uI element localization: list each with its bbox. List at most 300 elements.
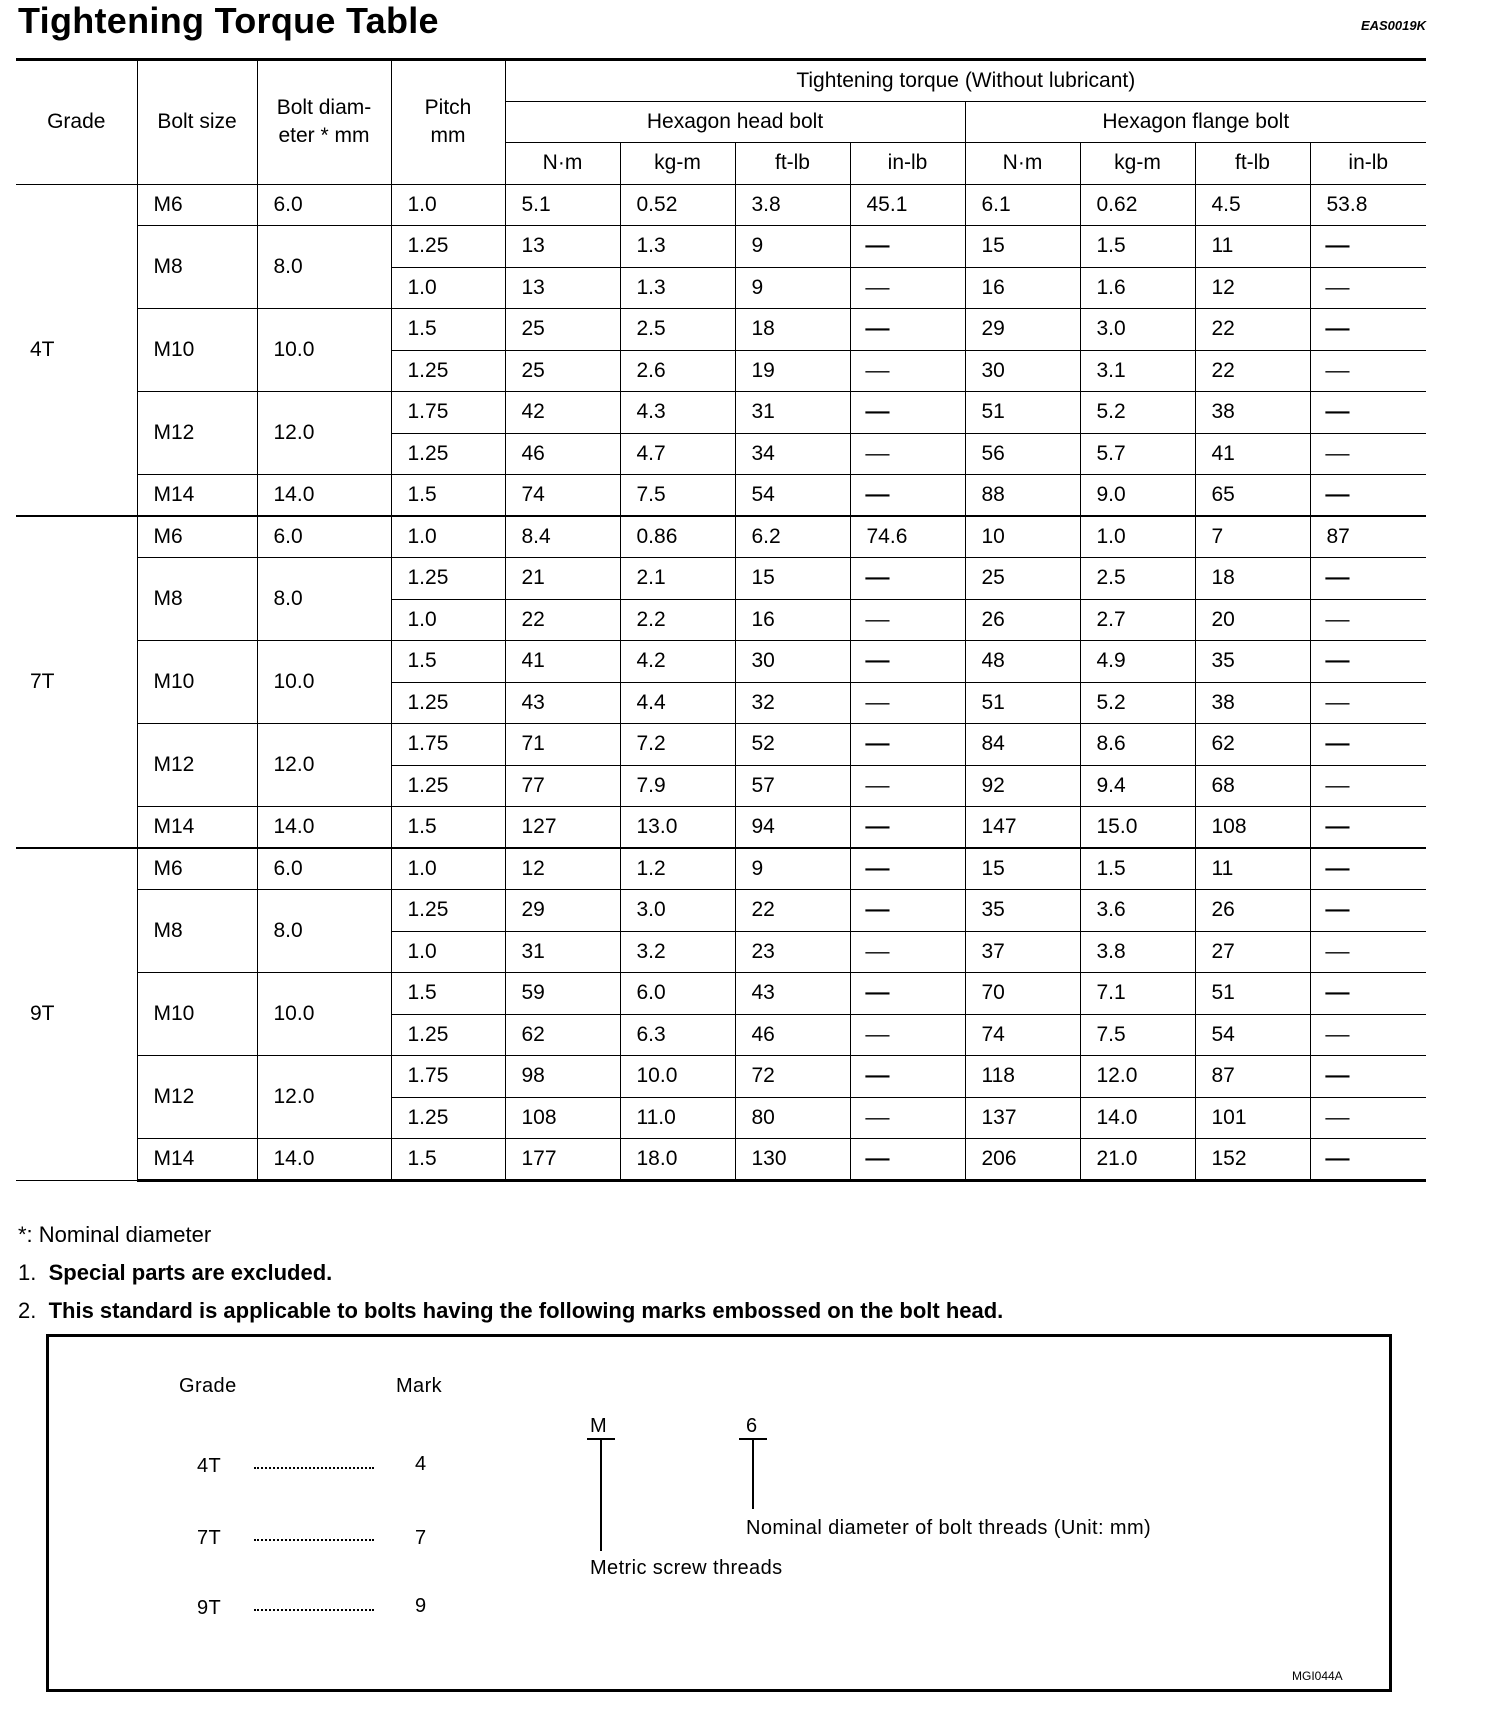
figure-grade-4t: 4T — [197, 1455, 222, 1477]
em-dash: — — [864, 898, 890, 922]
figure-metric-label: Metric screw threads — [590, 1557, 783, 1579]
torque-table — [16, 58, 1426, 1182]
bolt-marks-figure — [46, 1334, 1392, 1692]
pitch-cell: 1.0 — [391, 848, 505, 890]
em-dash: — — [1324, 857, 1350, 880]
pitch-cell: 1.25 — [391, 890, 505, 932]
torque-value-cell: 54 — [735, 475, 850, 517]
bolt-diameter-cell: 12.0 — [257, 724, 391, 807]
pitch-cell: 1.0 — [391, 599, 505, 641]
torque-value-cell: 41 — [1195, 433, 1310, 475]
torque-value-cell — [850, 848, 965, 890]
header-unit: in-lb — [850, 143, 965, 185]
header-bolt-diameter: Bolt diam-eter * mm — [257, 60, 391, 185]
bolt-size-cell: M10 — [137, 641, 257, 724]
table-row — [16, 558, 1426, 600]
torque-value-cell: 62 — [1195, 724, 1310, 766]
bolt-size-cell: M14 — [137, 807, 257, 849]
figure-mark-9: 9 — [415, 1595, 427, 1617]
header-unit: kg-m — [1080, 143, 1195, 185]
pitch-cell: 1.0 — [391, 267, 505, 309]
torque-value-cell: 4.2 — [620, 641, 735, 683]
torque-value-cell: 25 — [965, 558, 1080, 600]
pitch-cell: 1.0 — [391, 184, 505, 226]
torque-value-cell: 35 — [965, 890, 1080, 932]
em-dash: — — [864, 275, 890, 299]
figure-mark-header: Mark — [396, 1375, 443, 1397]
torque-value-cell: 45.1 — [850, 184, 965, 226]
torque-value-cell: 43 — [505, 682, 620, 724]
table-row — [16, 848, 1426, 890]
table-row — [16, 309, 1426, 351]
torque-value-cell — [850, 433, 965, 475]
torque-value-cell: 4.3 — [620, 392, 735, 434]
torque-value-cell: 57 — [735, 765, 850, 807]
em-dash: — — [1324, 1064, 1350, 1088]
pitch-cell: 1.25 — [391, 682, 505, 724]
figure-grade-9t: 9T — [197, 1597, 222, 1619]
header-bolt-size: Bolt size — [137, 60, 257, 185]
torque-value-cell: 19 — [735, 350, 850, 392]
torque-value-cell — [850, 599, 965, 641]
torque-value-cell: 11.0 — [620, 1097, 735, 1139]
table-row — [16, 392, 1426, 434]
torque-value-cell — [1310, 1056, 1426, 1098]
em-dash: — — [864, 815, 890, 838]
torque-value-cell: 10.0 — [620, 1056, 735, 1098]
torque-value-cell: 10 — [965, 516, 1080, 558]
bolt-size-cell: M10 — [137, 309, 257, 392]
torque-value-cell: 2.5 — [620, 309, 735, 351]
torque-value-cell: 0.86 — [620, 516, 735, 558]
torque-value-cell: 0.52 — [620, 184, 735, 226]
torque-value-cell: 25 — [505, 350, 620, 392]
header-hexagon-flange-bolt: Hexagon flange bolt — [965, 101, 1426, 143]
torque-value-cell: 16 — [965, 267, 1080, 309]
em-dash: — — [1324, 317, 1350, 341]
header-unit: ft-lb — [735, 143, 850, 185]
torque-value-cell: 71 — [505, 724, 620, 766]
note-2-text: This standard is applicable to bolts having the following marks embossed on the bolt head. — [48, 1298, 1004, 1323]
table-row — [16, 724, 1426, 766]
torque-value-cell: 6.2 — [735, 516, 850, 558]
torque-value-cell: 32 — [735, 682, 850, 724]
torque-value-cell: 13.0 — [620, 807, 735, 849]
torque-value-cell: 43 — [735, 973, 850, 1015]
table-row — [16, 226, 1426, 268]
pitch-cell: 1.25 — [391, 1014, 505, 1056]
header-unit: in-lb — [1310, 143, 1426, 185]
torque-value-cell: 87 — [1195, 1056, 1310, 1098]
torque-value-cell: 127 — [505, 807, 620, 849]
torque-value-cell: 29 — [505, 890, 620, 932]
table-row — [16, 1056, 1426, 1098]
bolt-diameter-cell: 14.0 — [257, 1139, 391, 1181]
header-unit: N·m — [965, 143, 1080, 185]
bolt-diameter-cell: 12.0 — [257, 392, 391, 475]
figure-code: MGI044A — [1292, 1669, 1343, 1683]
torque-value-cell — [1310, 1097, 1426, 1139]
torque-value-cell: 101 — [1195, 1097, 1310, 1139]
torque-value-cell: 130 — [735, 1139, 850, 1181]
torque-value-cell — [1310, 890, 1426, 932]
torque-value-cell: 51 — [965, 392, 1080, 434]
table-row — [16, 890, 1426, 932]
pitch-cell: 1.25 — [391, 433, 505, 475]
torque-value-cell — [850, 226, 965, 268]
em-dash: — — [1324, 690, 1350, 714]
em-dash: — — [864, 857, 890, 880]
pitch-cell: 1.0 — [391, 931, 505, 973]
pitch-cell: 1.5 — [391, 309, 505, 351]
figure-mark-4: 4 — [415, 1453, 427, 1475]
header-unit: N·m — [505, 143, 620, 185]
torque-value-cell: 26 — [1195, 890, 1310, 932]
torque-value-cell: 6.3 — [620, 1014, 735, 1056]
torque-value-cell — [850, 267, 965, 309]
bolt-diameter-cell: 14.0 — [257, 475, 391, 517]
torque-value-cell: 34 — [735, 433, 850, 475]
torque-value-cell: 98 — [505, 1056, 620, 1098]
torque-value-cell: 152 — [1195, 1139, 1310, 1181]
torque-value-cell — [850, 931, 965, 973]
torque-value-cell: 137 — [965, 1097, 1080, 1139]
torque-value-cell: 4.7 — [620, 433, 735, 475]
torque-value-cell: 52 — [735, 724, 850, 766]
torque-value-cell: 5.2 — [1080, 392, 1195, 434]
torque-value-cell — [850, 807, 965, 849]
torque-value-cell: 65 — [1195, 475, 1310, 517]
note-1-number: 1. — [18, 1260, 37, 1285]
torque-value-cell: 108 — [1195, 807, 1310, 849]
torque-value-cell: 7.2 — [620, 724, 735, 766]
bolt-size-cell: M8 — [137, 226, 257, 309]
torque-value-cell — [1310, 848, 1426, 890]
torque-value-cell: 72 — [735, 1056, 850, 1098]
bolt-size-cell: M6 — [137, 848, 257, 890]
torque-value-cell: 22 — [735, 890, 850, 932]
torque-value-cell: 46 — [505, 433, 620, 475]
pitch-cell: 1.75 — [391, 724, 505, 766]
torque-value-cell: 3.0 — [1080, 309, 1195, 351]
torque-value-cell: 38 — [1195, 682, 1310, 724]
torque-value-cell: 6.0 — [620, 973, 735, 1015]
note-2 — [18, 1298, 1003, 1324]
torque-value-cell: 7.5 — [620, 475, 735, 517]
torque-value-cell: 22 — [1195, 350, 1310, 392]
torque-value-cell: 7.9 — [620, 765, 735, 807]
bolt-diameter-cell: 8.0 — [257, 226, 391, 309]
em-dash: — — [864, 1146, 890, 1170]
figure-dotted-leader — [254, 1467, 374, 1469]
torque-value-cell: 1.0 — [1080, 516, 1195, 558]
torque-value-cell: 7.1 — [1080, 973, 1195, 1015]
torque-value-cell: 31 — [505, 931, 620, 973]
torque-value-cell: 12 — [1195, 267, 1310, 309]
torque-value-cell: 0.62 — [1080, 184, 1195, 226]
bolt-diameter-cell: 10.0 — [257, 309, 391, 392]
torque-value-cell: 13 — [505, 267, 620, 309]
footnote-nominal-diameter: *: Nominal diameter — [18, 1222, 212, 1247]
figure-letter-m: M — [590, 1415, 608, 1437]
pitch-cell: 1.5 — [391, 973, 505, 1015]
bolt-size-cell: M6 — [137, 184, 257, 226]
figure-dotted-leader — [254, 1539, 374, 1541]
torque-value-cell: 15.0 — [1080, 807, 1195, 849]
bolt-diameter-cell: 14.0 — [257, 807, 391, 849]
torque-value-cell: 37 — [965, 931, 1080, 973]
em-dash: — — [864, 358, 890, 382]
torque-value-cell: 8.6 — [1080, 724, 1195, 766]
bolt-size-cell: M14 — [137, 475, 257, 517]
torque-value-cell: 2.1 — [620, 558, 735, 600]
torque-value-cell: 46 — [735, 1014, 850, 1056]
torque-value-cell — [1310, 682, 1426, 724]
figure-digit-6: 6 — [746, 1415, 758, 1437]
torque-value-cell: 5.2 — [1080, 682, 1195, 724]
torque-value-cell: 59 — [505, 973, 620, 1015]
torque-value-cell: 77 — [505, 765, 620, 807]
torque-value-cell: 84 — [965, 724, 1080, 766]
torque-value-cell — [850, 973, 965, 1015]
document-code: EAS0019K — [1360, 18, 1426, 33]
torque-value-cell: 3.1 — [1080, 350, 1195, 392]
torque-value-cell: 1.2 — [620, 848, 735, 890]
em-dash: — — [1324, 1022, 1350, 1046]
torque-value-cell: 9.4 — [1080, 765, 1195, 807]
table-row — [16, 516, 1426, 558]
torque-value-cell: 20 — [1195, 599, 1310, 641]
pitch-cell: 1.5 — [391, 641, 505, 683]
torque-value-cell — [1310, 807, 1426, 849]
torque-value-cell: 23 — [735, 931, 850, 973]
torque-value-cell: 48 — [965, 641, 1080, 683]
bolt-diameter-cell: 10.0 — [257, 973, 391, 1056]
torque-value-cell: 12.0 — [1080, 1056, 1195, 1098]
torque-value-cell: 51 — [965, 682, 1080, 724]
header-grade: Grade — [16, 60, 137, 185]
em-dash: — — [864, 1105, 890, 1129]
torque-value-cell: 87 — [1310, 516, 1426, 558]
bolt-size-cell: M8 — [137, 890, 257, 973]
em-dash: — — [1324, 981, 1350, 1005]
em-dash: — — [864, 773, 890, 797]
figure-dotted-leader — [254, 1609, 374, 1611]
em-dash: — — [1324, 566, 1350, 590]
bolt-size-cell: M8 — [137, 558, 257, 641]
em-dash: — — [1324, 400, 1350, 424]
figure-grade-header: Grade — [179, 1375, 237, 1397]
torque-value-cell: 18 — [735, 309, 850, 351]
torque-value-cell: 62 — [505, 1014, 620, 1056]
torque-value-cell: 30 — [735, 641, 850, 683]
grade-cell: 4T — [16, 184, 137, 516]
em-dash: — — [864, 1064, 890, 1088]
grade-cell: 9T — [16, 848, 137, 1180]
torque-value-cell: 9 — [735, 267, 850, 309]
bolt-diameter-cell: 6.0 — [257, 848, 391, 890]
torque-value-cell: 177 — [505, 1139, 620, 1181]
torque-value-cell — [1310, 931, 1426, 973]
torque-value-cell: 27 — [1195, 931, 1310, 973]
torque-value-cell: 22 — [1195, 309, 1310, 351]
torque-value-cell: 14.0 — [1080, 1097, 1195, 1139]
torque-value-cell: 88 — [965, 475, 1080, 517]
torque-value-cell: 56 — [965, 433, 1080, 475]
torque-value-cell: 6.1 — [965, 184, 1080, 226]
torque-value-cell: 3.8 — [1080, 931, 1195, 973]
torque-value-cell: 92 — [965, 765, 1080, 807]
table-row — [16, 184, 1426, 226]
torque-value-cell: 15 — [965, 226, 1080, 268]
em-dash: — — [864, 483, 890, 506]
em-dash: — — [864, 607, 890, 631]
grade-cell: 7T — [16, 516, 137, 848]
em-dash: — — [864, 939, 890, 963]
pitch-cell: 1.25 — [391, 1097, 505, 1139]
em-dash: — — [1324, 649, 1350, 673]
torque-value-cell: 9 — [735, 226, 850, 268]
torque-value-cell: 2.6 — [620, 350, 735, 392]
torque-value-cell: 38 — [1195, 392, 1310, 434]
em-dash: — — [864, 732, 890, 756]
torque-value-cell — [850, 558, 965, 600]
torque-value-cell: 2.2 — [620, 599, 735, 641]
torque-value-cell: 4.5 — [1195, 184, 1310, 226]
bolt-size-cell: M14 — [137, 1139, 257, 1181]
torque-value-cell — [850, 890, 965, 932]
em-dash: — — [1324, 898, 1350, 922]
bolt-size-cell: M6 — [137, 516, 257, 558]
pitch-cell: 1.5 — [391, 475, 505, 517]
torque-value-cell — [850, 475, 965, 517]
pitch-cell: 1.5 — [391, 1139, 505, 1181]
page-title: Tightening Torque Table — [18, 0, 439, 41]
figure-grade-7t: 7T — [197, 1527, 222, 1549]
em-dash: — — [864, 690, 890, 714]
torque-value-cell: 29 — [965, 309, 1080, 351]
torque-value-cell — [850, 392, 965, 434]
table-row — [16, 641, 1426, 683]
torque-value-cell: 11 — [1195, 848, 1310, 890]
em-dash: — — [1324, 732, 1350, 756]
torque-value-cell — [850, 1014, 965, 1056]
bolt-diameter-cell: 12.0 — [257, 1056, 391, 1139]
torque-value-cell: 16 — [735, 599, 850, 641]
torque-value-cell: 4.9 — [1080, 641, 1195, 683]
torque-value-cell — [850, 1139, 965, 1181]
em-dash: — — [1324, 939, 1350, 963]
torque-value-cell — [1310, 724, 1426, 766]
table-row — [16, 973, 1426, 1015]
torque-value-cell: 15 — [735, 558, 850, 600]
torque-value-cell: 2.5 — [1080, 558, 1195, 600]
note-1 — [18, 1260, 332, 1286]
bolt-size-cell: M12 — [137, 724, 257, 807]
torque-value-cell: 22 — [505, 599, 620, 641]
pitch-cell: 1.5 — [391, 807, 505, 849]
bolt-diameter-cell: 10.0 — [257, 641, 391, 724]
figure-nominal-label: Nominal diameter of bolt threads (Unit: mm) — [746, 1517, 1152, 1539]
em-dash: — — [864, 234, 890, 258]
torque-value-cell — [1310, 226, 1426, 268]
torque-value-cell: 41 — [505, 641, 620, 683]
torque-value-cell: 25 — [505, 309, 620, 351]
torque-value-cell — [1310, 433, 1426, 475]
em-dash: — — [864, 400, 890, 424]
table-row — [16, 475, 1426, 517]
torque-value-cell — [1310, 309, 1426, 351]
figure-m-leader-line — [600, 1439, 602, 1551]
em-dash: — — [1324, 358, 1350, 382]
torque-value-cell: 1.5 — [1080, 226, 1195, 268]
bolt-size-cell: M12 — [137, 1056, 257, 1139]
torque-value-cell: 15 — [965, 848, 1080, 890]
figure-6-leader-line — [752, 1439, 754, 1509]
torque-value-cell: 68 — [1195, 765, 1310, 807]
header-unit: kg-m — [620, 143, 735, 185]
torque-value-cell — [1310, 765, 1426, 807]
note-2-number: 2. — [18, 1298, 37, 1323]
pitch-cell: 1.75 — [391, 1056, 505, 1098]
em-dash: — — [1324, 1146, 1350, 1170]
table-row — [16, 807, 1426, 849]
torque-value-cell: 9 — [735, 848, 850, 890]
torque-value-cell: 206 — [965, 1139, 1080, 1181]
torque-value-cell: 1.6 — [1080, 267, 1195, 309]
torque-value-cell: 21.0 — [1080, 1139, 1195, 1181]
em-dash: — — [864, 566, 890, 590]
torque-value-cell — [850, 641, 965, 683]
header-tightening-torque: Tightening torque (Without lubricant) — [505, 60, 1426, 102]
em-dash: — — [864, 1022, 890, 1046]
torque-value-cell: 94 — [735, 807, 850, 849]
torque-value-cell: 1.3 — [620, 267, 735, 309]
torque-value-cell — [1310, 1139, 1426, 1181]
torque-value-cell: 4.4 — [620, 682, 735, 724]
torque-value-cell: 7.5 — [1080, 1014, 1195, 1056]
torque-value-cell: 42 — [505, 392, 620, 434]
torque-value-cell — [1310, 973, 1426, 1015]
torque-value-cell — [850, 350, 965, 392]
pitch-cell: 1.75 — [391, 392, 505, 434]
torque-value-cell — [1310, 392, 1426, 434]
torque-value-cell: 7 — [1195, 516, 1310, 558]
torque-value-cell — [850, 765, 965, 807]
torque-value-cell: 1.3 — [620, 226, 735, 268]
torque-value-cell: 74 — [505, 475, 620, 517]
bolt-diameter-cell: 8.0 — [257, 890, 391, 973]
torque-value-cell: 3.8 — [735, 184, 850, 226]
torque-value-cell: 53.8 — [1310, 184, 1426, 226]
torque-value-cell: 1.5 — [1080, 848, 1195, 890]
torque-value-cell: 26 — [965, 599, 1080, 641]
torque-value-cell: 108 — [505, 1097, 620, 1139]
bolt-diameter-cell: 8.0 — [257, 558, 391, 641]
torque-value-cell: 31 — [735, 392, 850, 434]
bolt-diameter-cell: 6.0 — [257, 516, 391, 558]
torque-value-cell — [1310, 475, 1426, 517]
note-1-text: Special parts are excluded. — [48, 1260, 333, 1285]
torque-value-cell: 9.0 — [1080, 475, 1195, 517]
em-dash: — — [1324, 483, 1350, 506]
torque-value-cell: 13 — [505, 226, 620, 268]
torque-value-cell: 3.2 — [620, 931, 735, 973]
em-dash: — — [864, 441, 890, 465]
em-dash: — — [1324, 275, 1350, 299]
torque-value-cell — [850, 309, 965, 351]
torque-value-cell: 11 — [1195, 226, 1310, 268]
